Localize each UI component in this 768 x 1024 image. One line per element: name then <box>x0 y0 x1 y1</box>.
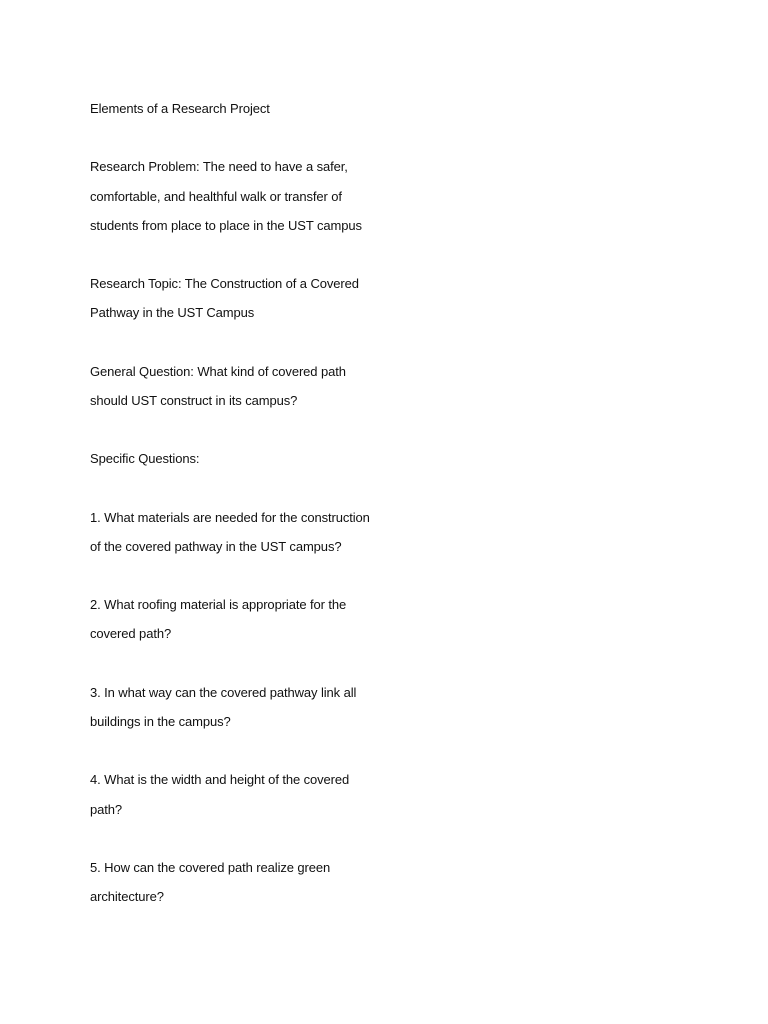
specific-question-item <box>90 853 390 911</box>
question-line: 2. What roofing material is appropriate for the <box>90 597 347 613</box>
specific-question-item <box>90 590 390 648</box>
question-line: path? <box>90 801 123 817</box>
paragraph-line: comfortable, and healthful walk or transfer of <box>90 188 342 204</box>
research-topic-paragraph <box>90 269 390 327</box>
question-line: 3. In what way can the covered pathway link all <box>90 684 357 700</box>
paragraph-line: Research Topic: The Construction of a Covered <box>90 276 359 292</box>
question-line: 5. How can the covered path realize green <box>90 859 331 875</box>
question-line: 4. What is the width and height of the covered <box>90 772 350 788</box>
question-line: of the covered pathway in the UST campus? <box>90 538 342 554</box>
paragraph-line: Pathway in the UST Campus <box>90 305 255 321</box>
paragraph-line: should UST construct in its campus? <box>90 392 298 408</box>
question-line: buildings in the campus? <box>90 713 231 729</box>
question-line: 1. What materials are needed for the construction <box>90 509 370 525</box>
question-line: architecture? <box>90 889 164 905</box>
specific-questions-heading: Specific Questions: <box>90 451 200 467</box>
document-title: Elements of a Research Project <box>90 101 270 116</box>
research-problem-paragraph <box>90 152 390 240</box>
general-question-paragraph <box>90 357 390 415</box>
specific-question-item <box>90 678 390 736</box>
paragraph-line: General Question: What kind of covered path <box>90 363 346 379</box>
document-page <box>90 94 390 911</box>
paragraph-line: students from place to place in the UST campus <box>90 217 362 233</box>
specific-question-item <box>90 765 390 823</box>
paragraph-line: Research Problem: The need to have a safer, <box>90 159 348 175</box>
specific-question-item <box>90 503 390 561</box>
question-line: covered path? <box>90 626 172 642</box>
